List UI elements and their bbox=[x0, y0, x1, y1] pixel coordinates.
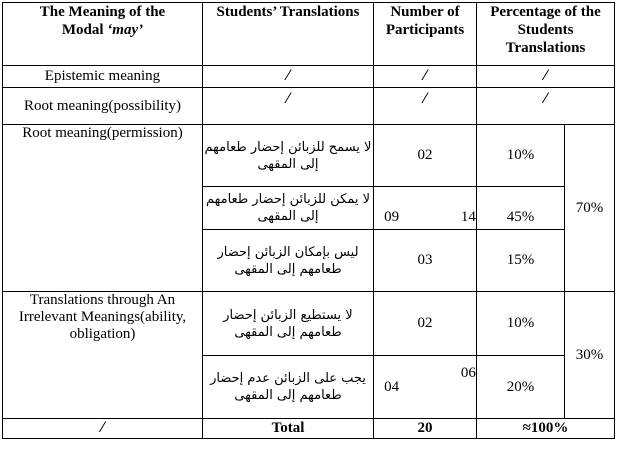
results-table bbox=[2, 2, 615, 439]
cell-permission-translation-1: لا يسمح للزبائن إحضار طعامهم إلى المقهى bbox=[203, 125, 374, 187]
cell-permission-number-1: 02 bbox=[374, 125, 477, 187]
cell-permission-number-2 bbox=[374, 187, 477, 230]
cell-total-number: 20 bbox=[374, 419, 477, 439]
cell-permission-group-percent: 70% bbox=[565, 125, 615, 292]
header-row bbox=[3, 3, 615, 66]
cell-possibility-translation: ⁄ bbox=[203, 88, 374, 125]
cell-epistemic-percent: ⁄ bbox=[477, 66, 615, 88]
header-meaning bbox=[3, 3, 203, 66]
cell-permission-meaning: Root meaning(permission) bbox=[3, 125, 203, 292]
cell-possibility-meaning: Root meaning(possibility) bbox=[3, 88, 203, 125]
cell-irrelevant-percent-2: 20% bbox=[477, 356, 565, 419]
cell-irrelevant-percent-1: 10% bbox=[477, 292, 565, 356]
cell-permission-percent-3: 15% bbox=[477, 230, 565, 292]
row-epistemic bbox=[3, 66, 615, 88]
cell-epistemic-meaning: Epistemic meaning bbox=[3, 66, 203, 88]
row-total bbox=[3, 419, 615, 439]
header-meaning-modal: Modal bbox=[61, 22, 104, 38]
cell-possibility-percent: ⁄ bbox=[477, 88, 615, 125]
header-percentage: Percentage of the Students Translations bbox=[477, 3, 615, 66]
cell-permission-translation-3: ليس بإمكان الزبائن إحضار طعامهم إلى المقهى bbox=[203, 230, 374, 292]
cell-permission-percent-1: 10% bbox=[477, 125, 565, 187]
permission-subtotal: 14 bbox=[460, 209, 476, 225]
cell-permission-number-3: 03 bbox=[374, 230, 477, 292]
cell-irrelevant-group-percent: 30% bbox=[565, 292, 615, 419]
cell-permission-translation-2: لا يمكن للزبائن إحضار طعامهم إلى المقهى bbox=[203, 187, 374, 230]
cell-epistemic-number: ⁄ bbox=[374, 66, 477, 88]
header-translations: Students’ Translations bbox=[203, 3, 374, 66]
cell-irrelevant-translation-1: لا يستطيع الزبائن إحضار طعامهم إلى المقهى bbox=[203, 292, 374, 356]
cell-total-slash: ⁄ bbox=[3, 419, 203, 439]
header-participants: Number of Participants bbox=[374, 3, 477, 66]
row-irrelevant-1 bbox=[3, 292, 615, 356]
header-modal-word: ‘may’ bbox=[107, 22, 144, 38]
irrelevant-subtotal: 06 bbox=[460, 364, 476, 381]
cell-irrelevant-meaning: Translations through An Irrelevant Meanings(ability, obligation) bbox=[3, 292, 203, 419]
cell-irrelevant-translation-2: يجب على الزبائن عدم إحضار طعامهم إلى المقهى bbox=[203, 356, 374, 419]
irrelevant-number-2: 04 bbox=[384, 378, 400, 395]
row-permission-1 bbox=[3, 125, 615, 187]
cell-epistemic-translation: ⁄ bbox=[203, 66, 374, 88]
cell-total-label: Total bbox=[203, 419, 374, 439]
cell-possibility-number: ⁄ bbox=[374, 88, 477, 125]
cell-permission-percent-2: 45% bbox=[477, 187, 565, 230]
permission-number-2: 09 bbox=[384, 209, 400, 225]
cell-irrelevant-number-2 bbox=[374, 356, 477, 419]
cell-total-percent: ≈100% bbox=[477, 419, 615, 439]
row-root-possibility bbox=[3, 88, 615, 125]
header-meaning-line1: The Meaning of the bbox=[39, 4, 166, 20]
cell-irrelevant-number-1: 02 bbox=[374, 292, 477, 356]
